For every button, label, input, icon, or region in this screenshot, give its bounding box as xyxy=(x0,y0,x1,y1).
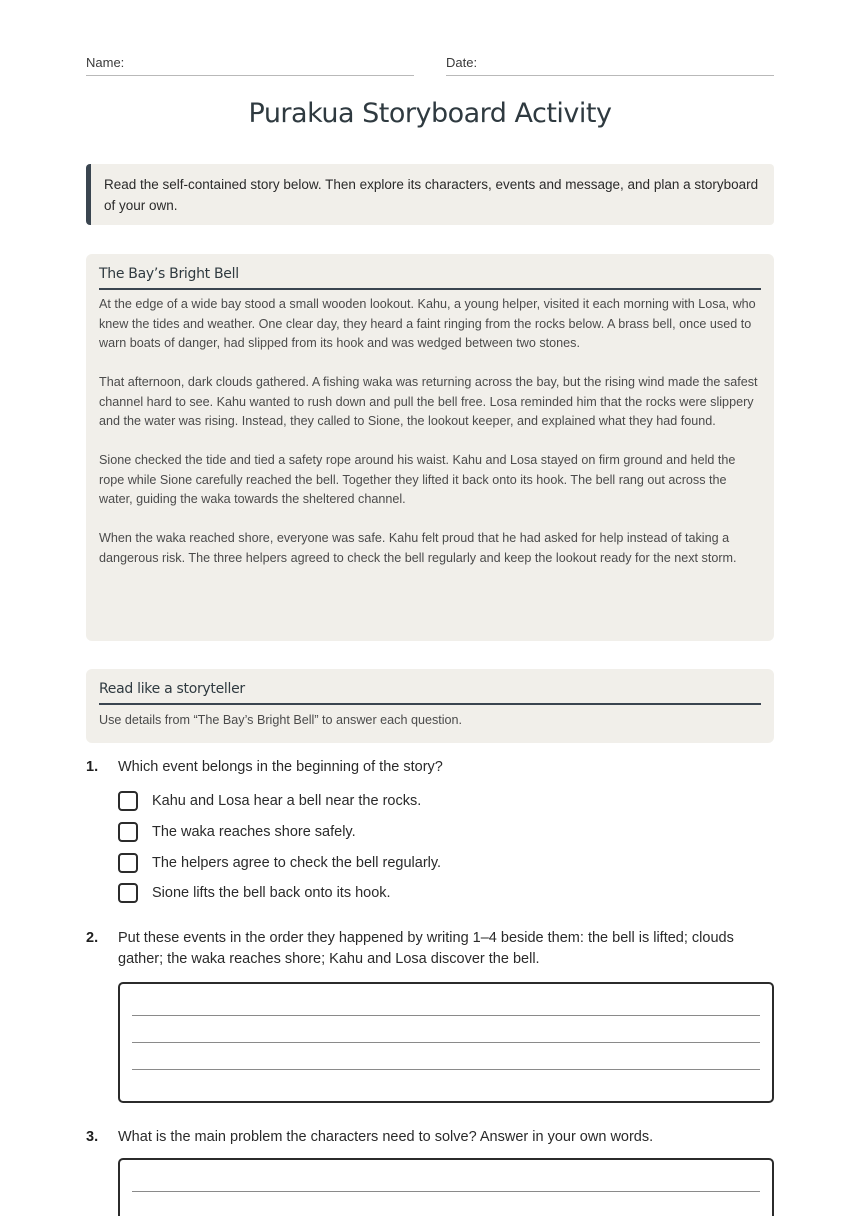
answer-option[interactable] xyxy=(118,883,718,907)
date-field[interactable] xyxy=(446,50,774,76)
option-label: Sione lifts the bell back onto its hook. xyxy=(152,885,391,901)
name-label: Name: xyxy=(86,55,125,70)
writing-line xyxy=(132,1069,760,1070)
answer-box[interactable] xyxy=(118,982,774,1103)
question-text: Which event belongs in the beginning of the story? xyxy=(118,759,443,775)
writing-line xyxy=(132,1042,760,1043)
story-paragraph: Sione checked the tide and tied a safety rope around his waist. Kahu and Losa stayed on firm ground and held the rope while Sione carefully reached the bell. Together they lifted it back onto its hook. The bell rang out across the water, guiding the waka towards the sheltered channel. xyxy=(99,453,736,506)
section-subtitle: Use details from “The Bay’s Bright Bell” to answer each question. xyxy=(99,713,463,727)
student-info-row xyxy=(86,50,774,76)
option-label: The helpers agree to check the bell regularly. xyxy=(152,855,442,871)
story-heading: The Bay’s Bright Bell xyxy=(99,266,761,290)
section-header-box xyxy=(86,669,774,743)
question-number: 3. xyxy=(86,1129,99,1145)
story-paragraph: At the edge of a wide bay stood a small wooden lookout. Kahu, a young helper, visited it each morning with Losa, who knew the tides and weather. One clear day, they heard a faint ringing from the rocks below. A brass bell, once used to warn boats of danger, had slipped from its hook and was wedged between two stones. xyxy=(99,297,756,350)
option-label: Kahu and Losa hear a bell near the rocks. xyxy=(152,793,422,809)
answer-option[interactable] xyxy=(118,791,718,815)
question-1 xyxy=(86,757,774,907)
story-paragraph: That afternoon, dark clouds gathered. A fishing waka was returning across the bay, but the rising wind made the safest channel hard to see. Kahu wanted to rush down and pull the bell free. Losa reminded him that the rocks were slippery and the water was rising. Instead, they called to Sione, the lookout keeper, and explained what they had found. xyxy=(99,375,758,428)
question-text: What is the main problem the characters need to solve? Answer in your own words. xyxy=(118,1129,654,1145)
writing-line xyxy=(132,1191,760,1192)
answer-box[interactable] xyxy=(118,1158,774,1216)
answer-option[interactable] xyxy=(118,822,718,846)
section-heading: Read like a storyteller xyxy=(99,681,761,705)
question-number: 1. xyxy=(86,759,99,775)
writing-line xyxy=(132,1015,760,1016)
name-field[interactable] xyxy=(86,50,414,76)
question-text: Put these events in the order they happened by writing 1–4 beside them: the bell is lifted; clouds gather; the waka reaches shore; Kahu and Losa discover the bell. xyxy=(118,930,734,967)
question-3 xyxy=(86,1127,774,1149)
checkbox[interactable] xyxy=(118,883,138,903)
option-label: The waka reaches shore safely. xyxy=(152,824,356,840)
question-number: 2. xyxy=(86,930,99,946)
answer-option[interactable] xyxy=(118,853,718,877)
story-paragraph: When the waka reached shore, everyone was safe. Kahu felt proud that he had asked for help instead of taking a dangerous risk. The three helpers agreed to check the bell regularly and keep the lookout ready for the next storm. xyxy=(99,531,737,565)
checkbox[interactable] xyxy=(118,822,138,842)
checkbox[interactable] xyxy=(118,791,138,811)
story-box xyxy=(86,254,774,641)
question-2 xyxy=(86,928,774,972)
checkbox[interactable] xyxy=(118,853,138,873)
instructions-callout: Read the self-contained story below. Then explore its characters, events and message, and plan a storyboard of your own. xyxy=(86,164,774,225)
date-label: Date: xyxy=(446,55,478,70)
page-title: Purakua Storyboard Activity xyxy=(248,98,612,129)
